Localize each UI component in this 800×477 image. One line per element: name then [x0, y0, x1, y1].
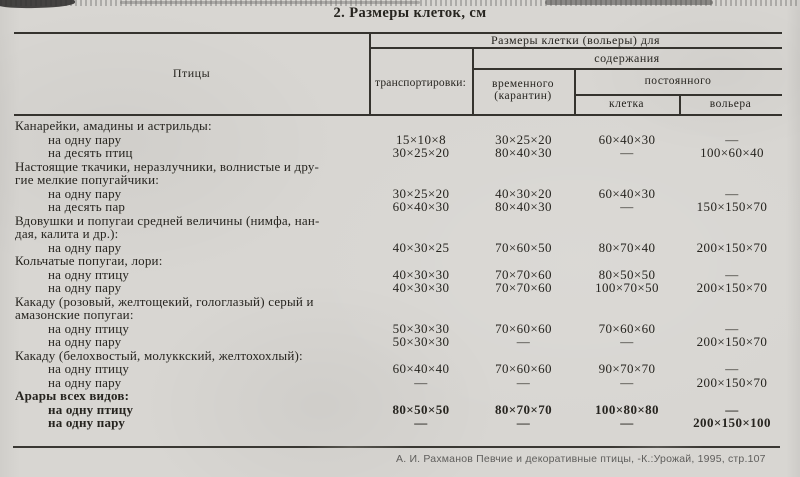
row-label: на десять птиц: [48, 145, 133, 160]
cell-value: —: [620, 334, 634, 349]
table-row: [14, 376, 794, 390]
cell-value: 60×40×30: [598, 131, 656, 147]
row-label: Кольчатые попугаи, лори:: [15, 253, 163, 268]
cell-value: 80×50×50: [392, 401, 450, 417]
row-label: на одну птицу: [48, 401, 134, 417]
column-header-transport: транспортировки:: [374, 77, 467, 89]
cell-value: 40×30×20: [495, 185, 552, 201]
cell-value: —: [516, 374, 531, 390]
cell-value: 50×30×30: [392, 334, 450, 349]
row-label: на одну пару: [48, 131, 122, 147]
cell-value: 200×150×70: [696, 239, 768, 255]
page-title: 2. Размеры клеток, см: [333, 5, 487, 21]
table-row: [14, 335, 794, 349]
cell-value: 70×60×60: [598, 320, 656, 336]
table-row: [14, 254, 794, 268]
cell-value: 150×150×70: [696, 199, 768, 214]
row-label: Вдовушки и попугаи средней величины (нимфа, нан-: [15, 212, 320, 228]
row-label: на одну пару: [48, 415, 126, 430]
cell-value: 70×70×60: [495, 280, 552, 295]
scan-smudge: [120, 1, 420, 4]
table-row: [14, 200, 794, 214]
table-row: [14, 389, 794, 403]
column-header-temporary-line2: (карантин): [494, 90, 552, 102]
cell-value: —: [620, 415, 634, 430]
row-label: на одну птицу: [48, 266, 130, 282]
cell-value: 30×25×20: [392, 185, 450, 201]
cell-value: 30×25×20: [392, 145, 450, 160]
cell-value: 80×70×70: [494, 401, 552, 417]
cell-value: —: [725, 361, 739, 376]
cell-value: —: [725, 320, 739, 336]
row-label: на одну пару: [48, 280, 122, 295]
row-label: на одну пару: [48, 334, 122, 349]
row-label: амазонские попугаи:: [15, 307, 134, 322]
table-row: [14, 133, 794, 147]
cell-value: 200×150×100: [693, 415, 771, 430]
cell-value: 70×70×60: [495, 266, 552, 282]
table-row: [14, 295, 794, 309]
cell-value: 15×10×8: [396, 131, 446, 147]
column-header-aviary: вольера: [709, 98, 752, 110]
table-row: [14, 173, 794, 187]
table-row: [14, 119, 794, 133]
cell-value: —: [725, 131, 739, 147]
column-header-birds: Птицы: [172, 66, 211, 80]
cell-value: 200×150×70: [696, 374, 768, 390]
cell-value: 30×25×20: [495, 131, 552, 147]
table-row: [14, 416, 794, 430]
table-row: [14, 146, 794, 160]
cell-value: 40×30×25: [392, 239, 450, 255]
table-row: [14, 403, 794, 417]
table-body: [14, 119, 794, 430]
cell-value: 200×150×70: [696, 280, 768, 295]
cell-value: 40×30×30: [392, 280, 450, 295]
cell-value: 80×40×30: [495, 145, 552, 160]
header-rule-sizes: [371, 47, 782, 49]
table-row: [14, 227, 794, 241]
cell-value: 100×60×40: [700, 145, 764, 160]
column-header-sizes-for: Размеры клетки (вольеры) для: [490, 33, 661, 47]
cell-value: —: [725, 401, 739, 417]
cell-value: 50×30×30: [392, 320, 450, 336]
cell-value: —: [620, 374, 634, 390]
row-label: дая, калита и др.):: [15, 226, 119, 241]
cell-value: 60×40×40: [392, 361, 450, 376]
row-label: на одну пару: [48, 374, 122, 390]
cell-value: —: [725, 266, 739, 282]
column-header-temporary: [472, 78, 574, 102]
row-label: Арары всех видов:: [15, 388, 130, 403]
header-bottom-rule: [14, 114, 782, 116]
header-rule-keeping: [474, 68, 782, 70]
row-label: на одну пару: [48, 185, 122, 201]
table-row: [14, 362, 794, 376]
table-bottom-rule: [13, 446, 780, 448]
column-header-permanent: постоянного: [644, 75, 712, 87]
cell-value: —: [414, 374, 428, 390]
cell-value: 80×40×30: [495, 199, 552, 214]
table-row: [14, 160, 794, 174]
cell-value: —: [516, 334, 531, 349]
cell-value: 40×30×30: [392, 266, 450, 282]
row-label: Канарейки, амадины и астрильды:: [15, 118, 212, 133]
table-row: [14, 308, 794, 322]
cell-value: 80×50×50: [598, 266, 656, 282]
table-row: [14, 349, 794, 363]
row-label: на одну птицу: [48, 320, 130, 336]
row-label: Какаду (розовый, желтощекий, гологлазый) серый и: [15, 293, 314, 309]
cell-value: 70×60×60: [495, 320, 552, 336]
row-label: на одну птицу: [48, 361, 130, 376]
column-header-keeping: содержания: [594, 51, 660, 65]
table-row: [14, 241, 794, 255]
table-row: [14, 268, 794, 282]
table-row: [14, 322, 794, 336]
cell-value: 70×60×60: [495, 361, 552, 376]
row-label: Настоящие ткачики, неразлучники, волнистые и дру-: [15, 158, 320, 174]
cell-value: —: [620, 145, 634, 160]
cell-value: 70×60×50: [495, 239, 552, 255]
cell-value: —: [414, 415, 428, 430]
cell-value: —: [725, 185, 739, 201]
row-label: на одну пару: [48, 239, 122, 255]
cell-value: 80×70×40: [598, 239, 656, 255]
column-header-temporary-line1: временного: [492, 78, 554, 90]
cell-value: 90×70×70: [598, 361, 656, 376]
cell-value: 60×40×30: [392, 199, 450, 214]
row-label: Какаду (белохвостый, молуккский, желтохохлый):: [15, 347, 303, 363]
column-header-cage: клетка: [609, 98, 644, 110]
cell-value: 100×70×50: [595, 280, 659, 295]
row-label: гие мелкие попугайчики:: [15, 172, 160, 187]
table-row: [14, 281, 794, 295]
cell-value: 100×80×80: [595, 401, 659, 417]
row-label: на десять пар: [48, 199, 126, 214]
table-row: [14, 214, 794, 228]
table-row: [14, 187, 794, 201]
cell-value: 200×150×70: [696, 334, 768, 349]
cell-value: —: [620, 199, 634, 214]
source-citation: А. И. Рахманов Певчие и декоративные птицы, -К.:Урожай, 1995, стр.107: [396, 453, 766, 465]
cell-value: —: [516, 415, 531, 430]
cell-value: 60×40×30: [598, 185, 656, 201]
